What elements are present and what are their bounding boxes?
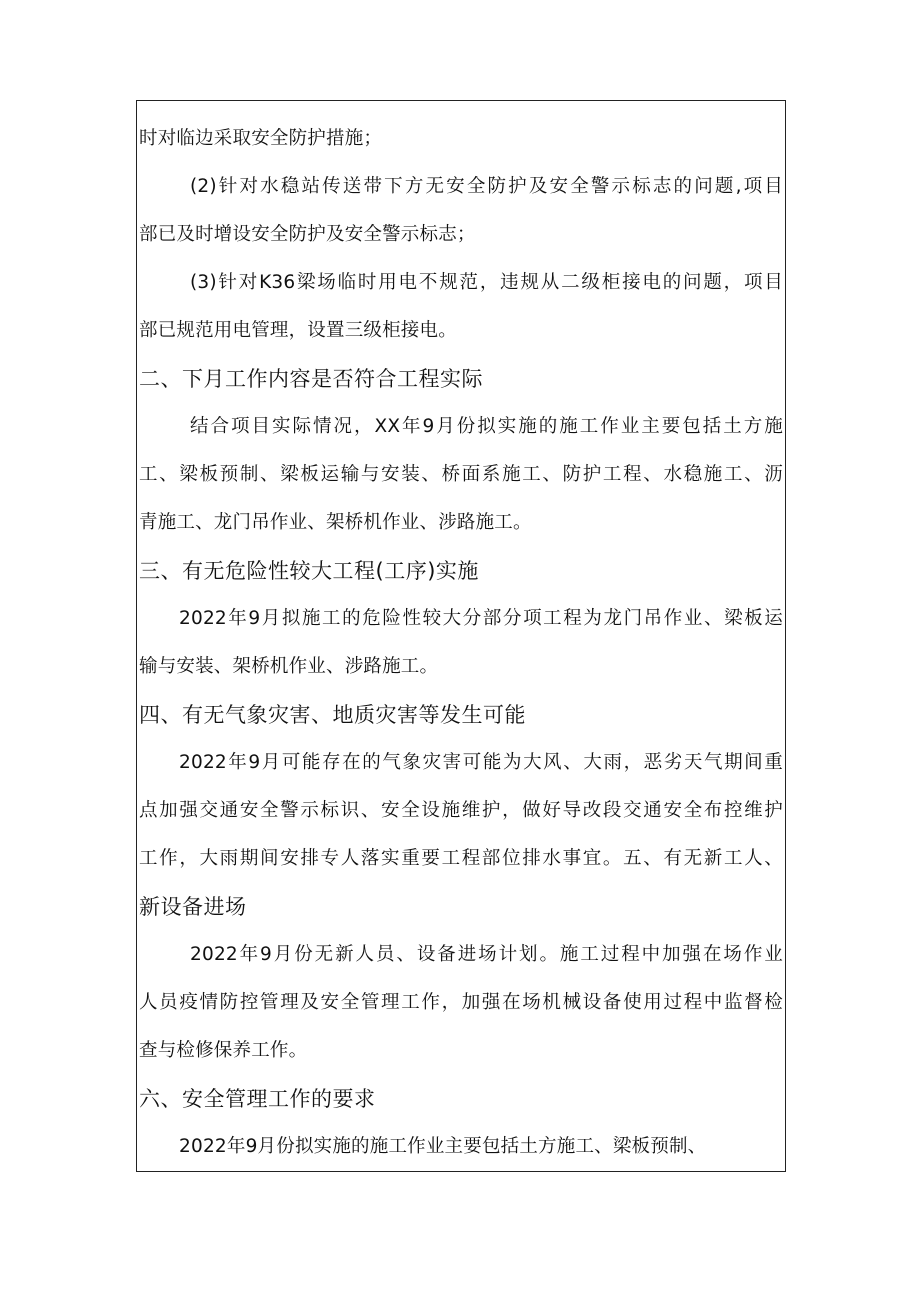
paragraph-line: 部已规范用电管理，设置三级柜接电。 <box>139 320 457 341</box>
paragraph-line: 结合项目实际情况，XX年9月份拟实施的施工作业主要包括土方施 <box>190 416 783 437</box>
paragraph-line: 青施工、龙门吊作业、架桥机作业、涉路施工。 <box>139 512 532 533</box>
paragraph-line: (3)针对K36梁场临时用电不规范，违规从二级柜接电的问题，项目 <box>190 272 783 293</box>
paragraph-line: 2022年9月份拟实施的施工作业主要包括土方施工、梁板预制、 <box>179 1136 707 1157</box>
section-heading: 新设备进场 <box>139 895 247 919</box>
section-heading: 三、有无危险性较大工程(工序)实施 <box>139 559 479 583</box>
paragraph-line: 人员疫情防控管理及安全管理工作，加强在场机械设备使用过程中监督检 <box>139 992 783 1013</box>
section-heading: 六、安全管理工作的要求 <box>139 1087 376 1111</box>
paragraph-line: 2022年9月份无新人员、设备进场计划。施工过程中加强在场作业 <box>190 944 783 965</box>
section-heading: 四、有无气象灾害、地质灾害等发生可能 <box>139 703 526 727</box>
paragraph-line: 工作，大雨期间安排专人落实重要工程部位排水事宜。五、有无新工人、 <box>139 848 783 869</box>
report-table-cell <box>136 100 786 1172</box>
paragraph-line: 时对临边采取安全防护措施； <box>139 128 383 149</box>
paragraph-line: 查与检修保养工作。 <box>139 1040 308 1061</box>
paragraph-line: 2022年9月拟施工的危险性较大分部分项工程为龙门吊作业、梁板运 <box>179 608 783 629</box>
paragraph-line: 点加强交通安全警示标识、安全设施维护，做好导改段交通安全布控维护 <box>139 800 783 821</box>
paragraph-line: 工、梁板预制、梁板运输与安装、桥面系施工、防护工程、水稳施工、沥 <box>139 464 783 485</box>
section-heading: 二、下月工作内容是否符合工程实际 <box>139 367 483 391</box>
paragraph-line: 输与安装、架桥机作业、涉路施工。 <box>139 656 439 677</box>
report-body <box>139 115 783 1171</box>
paragraph-line: (2)针对水稳站传送带下方无安全防护及安全警示标志的问题,项目 <box>190 176 783 197</box>
paragraph-line: 部已及时增设安全防护及安全警示标志； <box>139 224 476 245</box>
paragraph-line: 2022年9月可能存在的气象灾害可能为大风、大雨，恶劣天气期间重 <box>179 752 783 773</box>
